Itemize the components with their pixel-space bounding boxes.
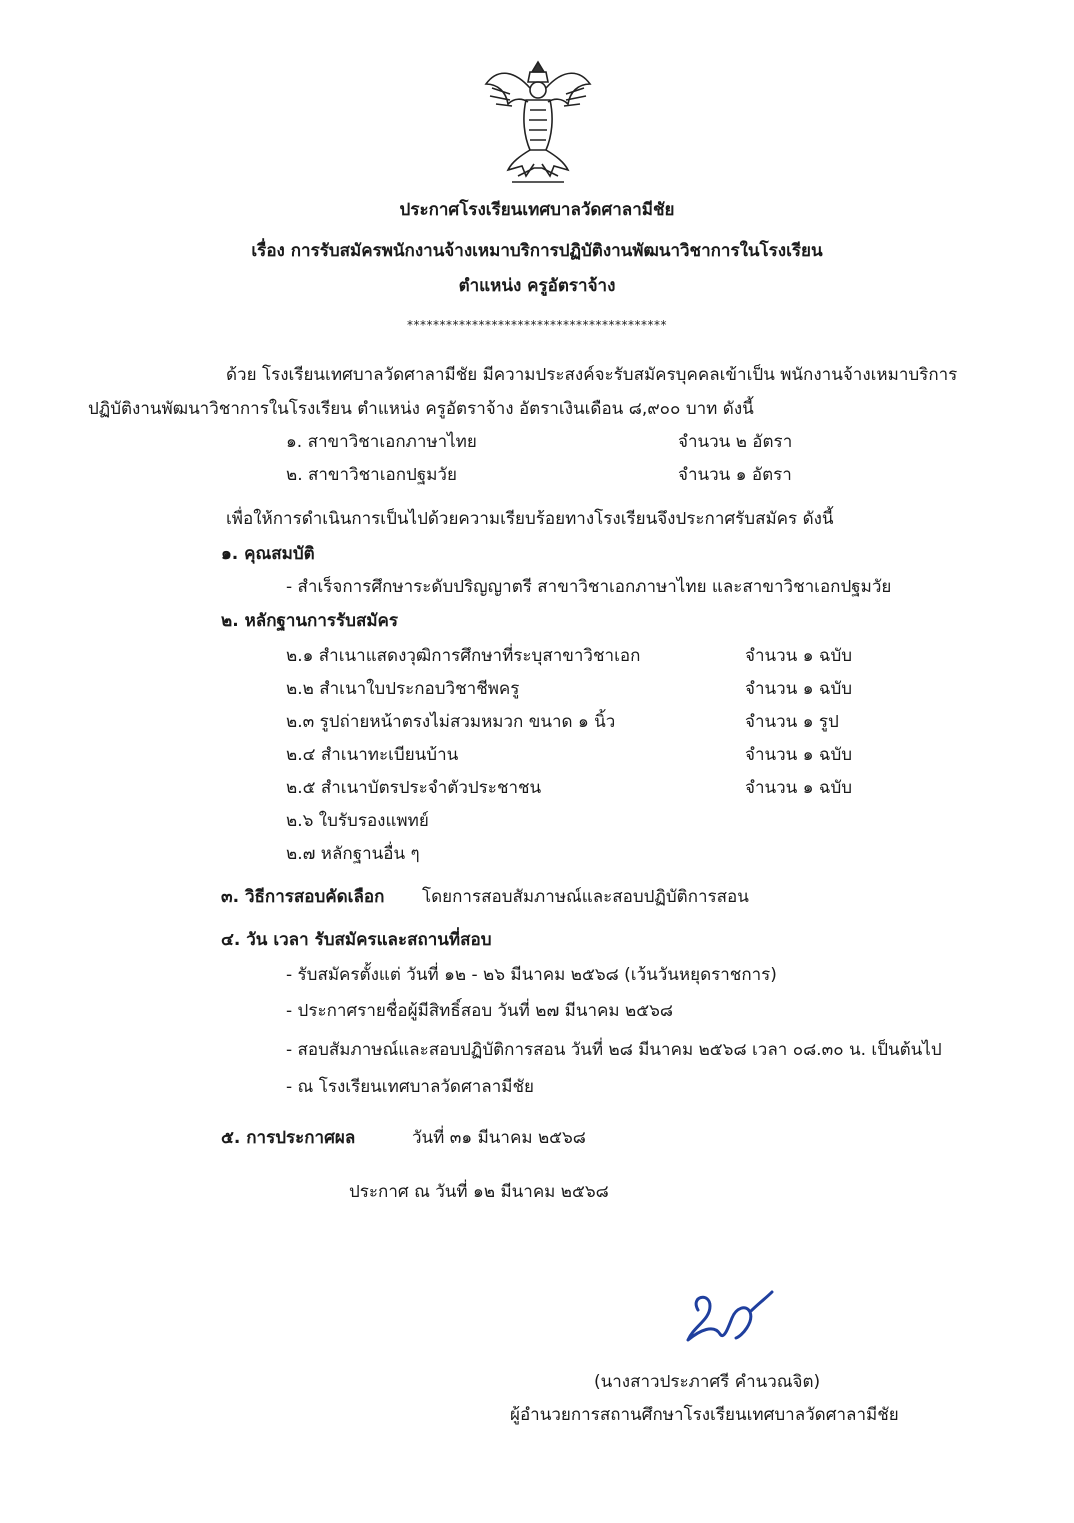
document-item-count: จำนวน ๑ ฉบับ	[745, 646, 853, 666]
section-3-text: โดยการสอบสัมภาษณ์และสอบปฏิบัติการสอน	[422, 887, 749, 907]
section-5-title: ๕. การประกาศผล	[221, 1128, 356, 1148]
intro-line-1: ด้วย โรงเรียนเทศบาลวัดศาลามีชัย มีความประสงค์จะรับสมัครบุคคลเข้าเป็น พนักงานจ้างเหมาบริการ	[226, 365, 958, 385]
document-item-count: จำนวน ๑ ฉบับ	[745, 778, 853, 798]
document-item-count: จำนวน ๑ ฉบับ	[745, 679, 853, 699]
section-1-item: - สำเร็จการศึกษาระดับปริญญาตรี สาขาวิชาเอกภาษาไทย และสาขาวิชาเอกปฐมวัย	[286, 577, 892, 597]
document-position: ตำแหน่ง ครูอัตราจ้าง	[458, 276, 616, 296]
purpose-text: เพื่อให้การดำเนินการเป็นไปด้วยความเรียบร้อยทางโรงเรียนจึงประกาศรับสมัคร ดังนี้	[226, 509, 834, 529]
document-item-label: ๒.๒ สำเนาใบประกอบวิชาชีพครู	[286, 679, 520, 699]
document-item-label: ๒.๕ สำเนาบัตรประจำตัวประชาชน	[286, 778, 542, 798]
major-label: ๒. สาขาวิชาเอกปฐมวัย	[286, 465, 457, 485]
schedule-item: - รับสมัครตั้งแต่ วันที่ ๑๒ - ๒๖ มีนาคม ๒๕๖๘ (เว้นวันหยุดราชการ)	[286, 965, 777, 985]
announce-date: ประกาศ ณ วันที่ ๑๒ มีนาคม ๒๕๖๘	[349, 1182, 609, 1202]
major-count: จำนวน ๒ อัตรา	[678, 432, 793, 452]
document-item-count: จำนวน ๑ ฉบับ	[745, 745, 853, 765]
document-subject: เรื่อง การรับสมัครพนักงานจ้างเหมาบริการปฏิบัติงานพัฒนาวิชาการในโรงเรียน	[251, 241, 823, 261]
section-1-title: ๑. คุณสมบัติ	[221, 544, 315, 564]
signature-icon	[680, 1290, 776, 1346]
schedule-item: - ณ โรงเรียนเทศบาลวัดศาลามีชัย	[286, 1077, 534, 1097]
document-item-label: ๒.๖ ใบรับรองแพทย์	[286, 811, 429, 831]
major-label: ๑. สาขาวิชาเอกภาษาไทย	[286, 432, 477, 452]
schedule-item: - สอบสัมภาษณ์และสอบปฏิบัติการสอน วันที่ ๒๘ มีนาคม ๒๕๖๘ เวลา ๐๘.๓๐ น. เป็นต้นไป	[286, 1040, 942, 1060]
document-item-label: ๒.๑ สำเนาแสดงวุฒิการศึกษาที่ระบุสาขาวิชาเอก	[286, 646, 641, 666]
garuda-emblem-icon	[482, 58, 594, 186]
signer-title: ผู้อำนวยการสถานศึกษาโรงเรียนเทศบาลวัดศาลามีชัย	[510, 1405, 899, 1425]
schedule-item: - ประกาศรายชื่อผู้มีสิทธิ์สอบ วันที่ ๒๗ มีนาคม ๒๕๖๘	[286, 1001, 674, 1021]
section-4-title: ๔. วัน เวลา รับสมัครและสถานที่สอบ	[221, 930, 492, 950]
section-3-title: ๓. วิธีการสอบคัดเลือก	[221, 887, 385, 907]
major-count: จำนวน ๑ อัตรา	[678, 465, 792, 485]
signer-name: (นางสาวประภาศรี คำนวณจิต)	[594, 1372, 821, 1392]
intro-line-2: ปฏิบัติงานพัฒนาวิชาการในโรงเรียน ตำแหน่ง ครูอัตราจ้าง อัตราเงินเดือน ๘,๙๐๐ บาท ดังนี้	[88, 399, 754, 419]
document-item-count: จำนวน ๑ รูป	[745, 712, 839, 732]
document-item-label: ๒.๔ สำเนาทะเบียนบ้าน	[286, 745, 459, 765]
section-5-text: วันที่ ๓๑ มีนาคม ๒๕๖๘	[412, 1128, 586, 1148]
document-item-label: ๒.๗ หลักฐานอื่น ๆ	[286, 844, 420, 864]
document-title: ประกาศโรงเรียนเทศบาลวัดศาลามีชัย	[399, 200, 675, 220]
section-2-title: ๒. หลักฐานการรับสมัคร	[221, 611, 399, 631]
divider-stars: ****************************************	[407, 318, 667, 332]
document-item-label: ๒.๓ รูปถ่ายหน้าตรงไม่สวมหมวก ขนาด ๑ นิ้ว	[286, 712, 616, 732]
